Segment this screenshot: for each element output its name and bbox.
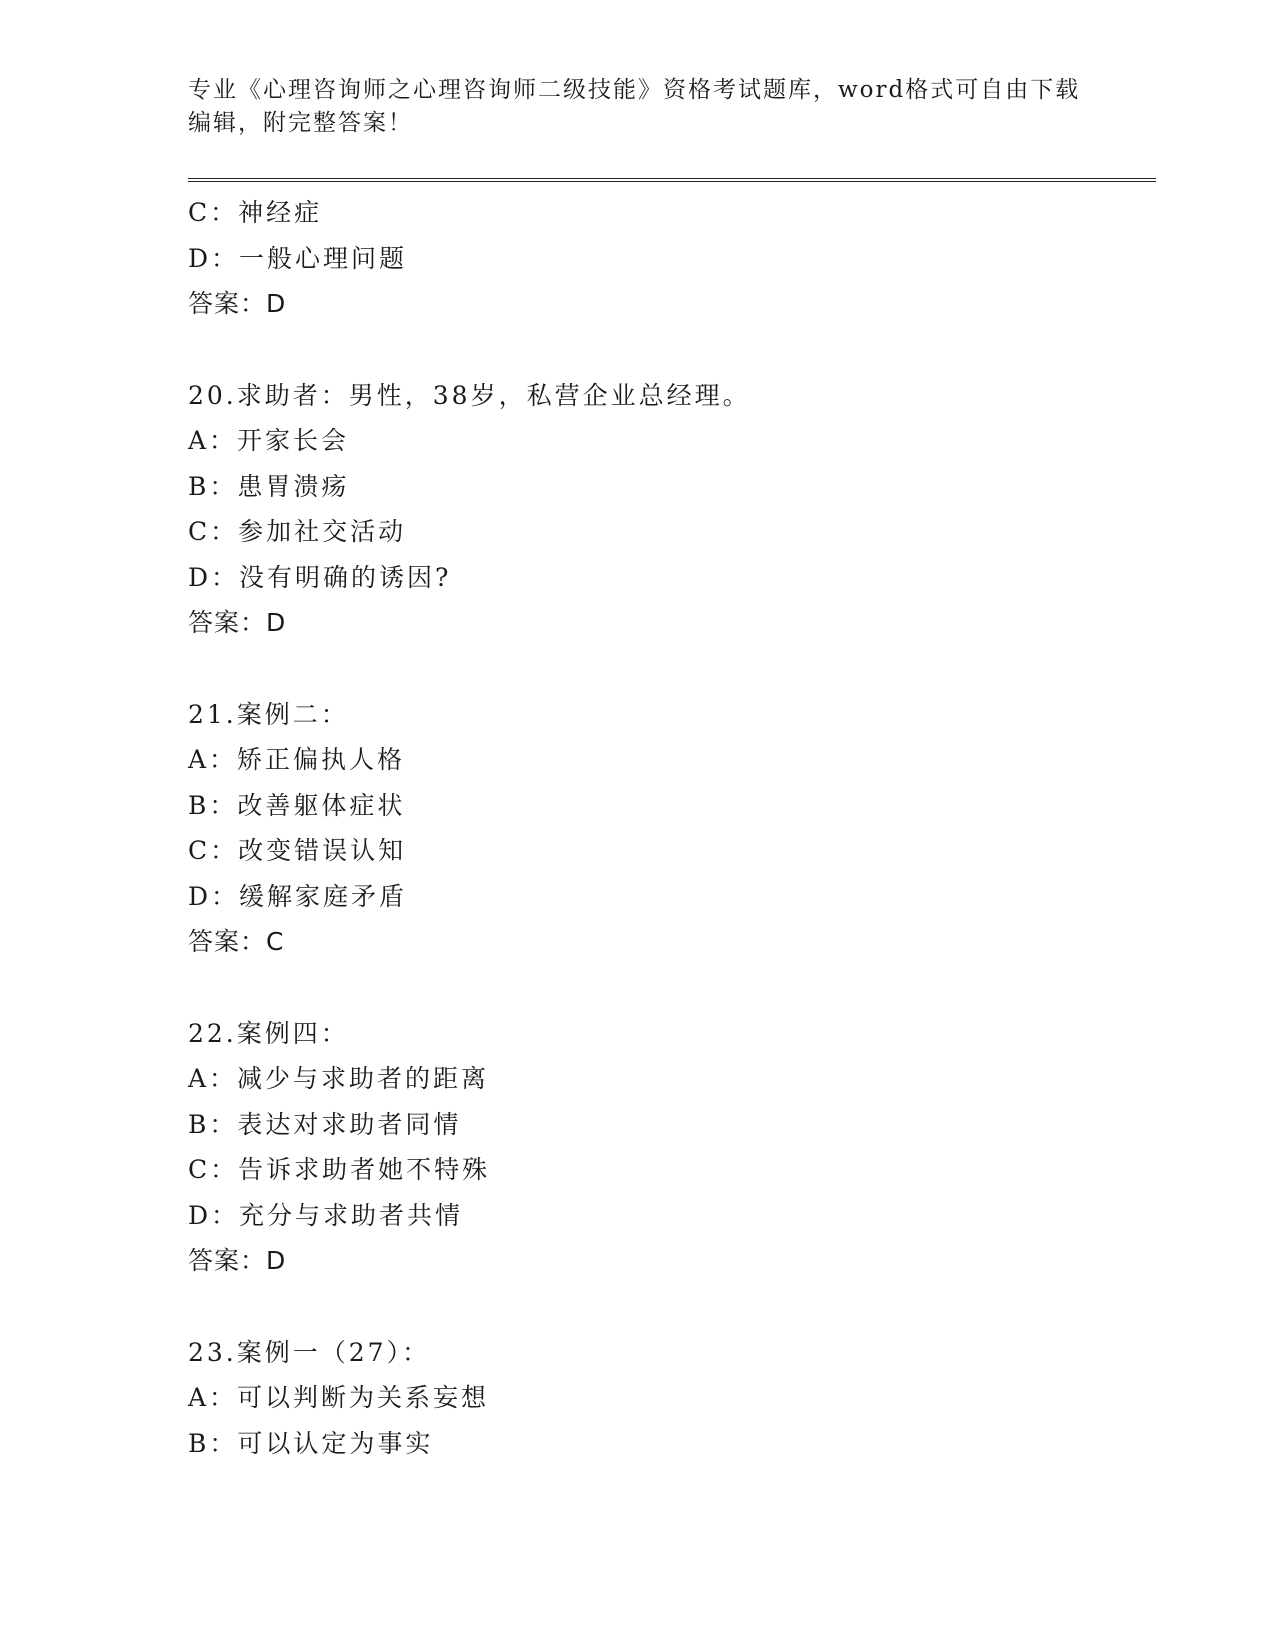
option-c: C：神经症 (188, 198, 323, 227)
option-d: D：缓解家庭矛盾 (188, 881, 408, 911)
question-22 (188, 1011, 1148, 1284)
question-20 (188, 373, 1148, 646)
option-a: A：开家长会 (188, 426, 350, 455)
option-c: C：参加社交活动 (188, 517, 407, 546)
option-d: D：没有明确的诱因? (188, 562, 452, 592)
option-b: B：表达对求助者同情 (188, 1109, 462, 1139)
spacer (188, 965, 1148, 1011)
continued-question (188, 190, 1148, 327)
option-a: A：减少与求助者的距离 (188, 1064, 490, 1093)
question-stem: 22.案例四： (188, 1018, 349, 1048)
spacer (188, 1284, 1148, 1330)
header-line-1: 专业《心理咨询师之心理咨询师二级技能》资格考试题库，word格式可自由下载 (188, 77, 1081, 103)
option-b: B：可以认定为事实 (188, 1428, 434, 1458)
question-stem: 21.案例二： (188, 699, 349, 729)
answer-line: 答案：C (188, 927, 285, 956)
header-divider (188, 178, 1156, 182)
spacer (188, 327, 1148, 373)
page-header (188, 74, 1088, 140)
question-23 (188, 1330, 1148, 1467)
option-b: B：改善躯体症状 (188, 790, 406, 820)
option-d: D：一般心理问题 (188, 243, 408, 273)
header-line-2: 编辑，附完整答案！ (188, 110, 413, 136)
question-stem: 20.求助者：男性，38岁，私营企业总经理。 (188, 380, 751, 410)
option-c: C：告诉求助者她不特殊 (188, 1155, 491, 1184)
question-stem: 23.案例一（27）： (188, 1337, 431, 1367)
option-c: C：改变错误认知 (188, 836, 407, 865)
option-a: A：可以判断为关系妄想 (188, 1383, 490, 1412)
question-21 (188, 692, 1148, 965)
option-a: A：矫正偏执人格 (188, 745, 406, 774)
answer-line: 答案：D (188, 1246, 287, 1275)
answer-line: 答案：D (188, 289, 287, 318)
question-list (188, 190, 1148, 1466)
option-d: D：充分与求助者共情 (188, 1200, 464, 1230)
spacer (188, 646, 1148, 692)
option-b: B：患胃溃疡 (188, 471, 350, 501)
answer-line: 答案：D (188, 608, 287, 637)
